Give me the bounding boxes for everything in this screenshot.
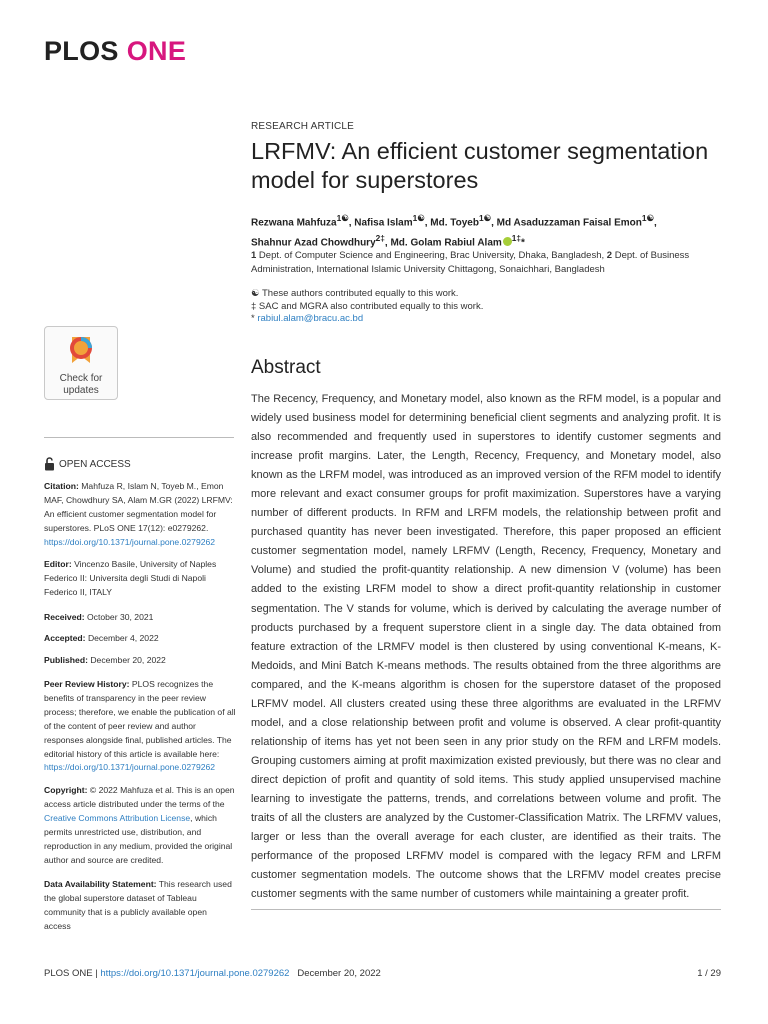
- author[interactable]: Rezwana Mahfuza: [251, 217, 337, 229]
- copyright-text: © 2022 Mahfuza et al. This is an open access article distributed under the terms of the: [44, 785, 235, 809]
- footer-date: December 20, 2022: [297, 968, 381, 979]
- author[interactable]: , Nafisa Islam: [348, 217, 413, 229]
- badge-line2: updates: [63, 385, 99, 396]
- citation-text: Mahfuza R, Islam N, Toyeb M., Emon MAF, Chowdhury SA, Alam M.GR (2022) LRFMV: An efficient customer segmentation model for superstores. PLoS ONE 17(12): e0279262.: [44, 481, 233, 533]
- author-notes: [251, 288, 721, 326]
- received-date: October 30, 2021: [87, 612, 154, 622]
- open-lock-icon: [44, 457, 55, 471]
- email-link[interactable]: rabiul.alam@bracu.ac.bd: [257, 313, 364, 324]
- peer-review-text: PLOS recognizes the benefits of transparency in the peer review process; therefore, we enable the publication of all of the content of peer review and author responses alongside final, published articles. The editorial history of this article is available here:: [44, 679, 236, 759]
- journal-logo: [44, 36, 186, 67]
- license-link[interactable]: Creative Commons Attribution License: [44, 812, 191, 823]
- author[interactable]: , Md Asaduzzaman Faisal Emon: [491, 217, 642, 229]
- editor: Editor: Vincenzo Basile, University of Naples Federico II: Universita degli Studi di Napoli Federico II, ITALY: [44, 559, 217, 597]
- abstract-text: The Recency, Frequency, and Monetary model, also known as the RFM model, is a popular and widely used business model for determining beneficial client segments and analyzing profit. It is also recommended and frequently used in superstores to identify customer segments and increase profit margins. Later, the Length, Recency, Frequency, and Monetary model, also known as the LRFM model, was introduced as an improved version of the RFM model to identify more relevant and exact consumer groups for profit maximization. Superstores have a varying number of different products. In RFM and LRFM models, the relationship between profit and purchased quantity has never been investigated. Therefore, this paper proposed an efficient customer segmentation model, namely LRFMV (Length, Recency, Frequency, Monetary and Volume) and studied the profit-quantity relationship. A new dimension V (volume) has been added to the existing LRFM model to show a direct profit-quantity relationship in customer segmentation. The V stands for volume, which is derived by calculating the average number of products purchased by a frequent superstore client in a single day. The data obtained from feature extraction of the LRMFV model is then clustered by using conventional K-means, K-Medoids, and Mini Batch K-means methods. The results obtained from the three algorithms are compared, and the K-means algorithm is chosen for the superstore dataset of the proposed LRFMV model. All clusters created using these three algorithms are evaluated in the LRFMV model, and a close relationship between profit and volume is observed. A clear profit-quantity relationship of items has yet not been seen in any prior study on the RFM and LRFM models. Grouping customers aiming at profit maximization existed previously, but there was no clear and direct depiction of profit and quantity of sold items. This study applied unsupervised machine learning to investigate the patterns, trends, and correlations between volume and profit. The traits of all the clusters are analyzed by the Customer-Classification Matrix. The LRFMV values, larger or less than the overall average for each cluster, are identified as their traits. The performance of the proposed LRFMV model is compared with the legacy RFM and LRFM customer segmentation models. The outcome shows that the LRFMV model creates precise customer segments with the same number of customers while maintaining a greater profit.: [251, 393, 721, 901]
- author-list: Rezwana Mahfuza$^{1☯}$, Nafisa Islam$^{1☯}$, Md. Toyeb$^{1☯}$, Md Asaduzzaman Faisal Emon$^{1☯}$, Shahnur Azad Chowdhury$^{2\ddagger}$, Md. Golam Rabiul Alam $^{1\ddagger}$*: [251, 213, 657, 249]
- orcid-icon[interactable]: [503, 237, 512, 246]
- footer-journal: PLOS ONE |: [44, 968, 101, 979]
- equal-contribution-note: ☯ These authors contributed equally to this work.: [251, 288, 459, 299]
- article-title: LRFMV: An efficient customer segmentation model for superstores: [251, 138, 709, 193]
- copyright-text-2: , which permits unrestricted use, distribution, and reproduction in any medium, provided the original author and source are credited.: [44, 812, 233, 865]
- author[interactable]: Shahnur Azad Chowdhury: [251, 237, 376, 249]
- badge-line1: Check for: [59, 373, 103, 384]
- bookmark-icon: [66, 333, 96, 367]
- logo-plos: PLOS: [44, 36, 119, 66]
- check-for-updates-badge[interactable]: [44, 326, 118, 400]
- data-availability: Data Availability Statement: This research used the global superstore dataset of Tableau community that is a publicly available open access: [44, 879, 232, 931]
- editor-text: Vincenzo Basile, University of Naples Federico II: Universita degli Studi di Napoli Federico II, ITALY: [44, 559, 217, 597]
- main-divider: [251, 909, 721, 910]
- accepted: Accepted: December 4, 2022: [44, 633, 159, 643]
- open-access: [44, 457, 131, 471]
- copyright: Copyright: © 2022 Mahfuza et al. This is an open access article distributed under the terms of the Creative Commons Attribution License, which permits unrestricted use, distribution, and reproduction in any medium, provided the original author and source are credited.: [44, 785, 235, 865]
- peer-review-history: Peer Review History: PLOS recognizes the benefits of transparency in the peer review process; therefore, we enable the publication of all of the content of peer review and author responses alongside final, published articles. The editorial history of this article is available here: https://doi.org/10.1371/journal.pone.0279262: [44, 679, 236, 773]
- article-type: RESEARCH ARTICLE: [251, 121, 355, 132]
- author[interactable]: , Md. Golam Rabiul Alam: [384, 237, 502, 249]
- accepted-date: December 4, 2022: [87, 633, 159, 643]
- data-availability-text: This research used the global superstore dataset of Tableau community that is a publicly available open access: [44, 879, 232, 931]
- left-divider: [44, 437, 234, 438]
- page-footer: [44, 968, 721, 979]
- corresponding-email: * rabiul.alam@bracu.ac.bd: [251, 313, 364, 324]
- received: Received: October 30, 2021: [44, 612, 154, 622]
- open-access-label: OPEN ACCESS: [59, 458, 131, 470]
- affiliations: 1 Dept. of Computer Science and Engineering, Brac University, Dhaka, Bangladesh, 2 Dept. of Business Administration, International Islamic University Chittagong, Sonaichhari, Bangladesh: [251, 250, 690, 275]
- footer-doi-link[interactable]: https://doi.org/10.1371/journal.pone.0279262: [100, 968, 290, 979]
- author[interactable]: , Md. Toyeb: [424, 217, 479, 229]
- sac-note: ‡ SAC and MGRA also contributed equally to this work.: [251, 300, 484, 312]
- published: Published: December 20, 2022: [44, 655, 166, 665]
- page-number: 1 / 29: [697, 968, 721, 979]
- abstract-heading: Abstract: [251, 357, 321, 378]
- peer-review-link[interactable]: https://doi.org/10.1371/journal.pone.0279262: [44, 762, 216, 773]
- published-date: December 20, 2022: [90, 655, 166, 665]
- citation: Citation: Mahfuza R, Islam N, Toyeb M., Emon MAF, Chowdhury SA, Alam M.GR (2022) LRFMV: An efficient customer segmentation model for superstores. PLoS ONE 17(12): e0279262. https://doi.org/10.1371/journal.pone.0279262: [44, 481, 233, 547]
- logo-one: ONE: [126, 36, 187, 66]
- citation-doi-link[interactable]: https://doi.org/10.1371/journal.pone.0279262: [44, 536, 216, 547]
